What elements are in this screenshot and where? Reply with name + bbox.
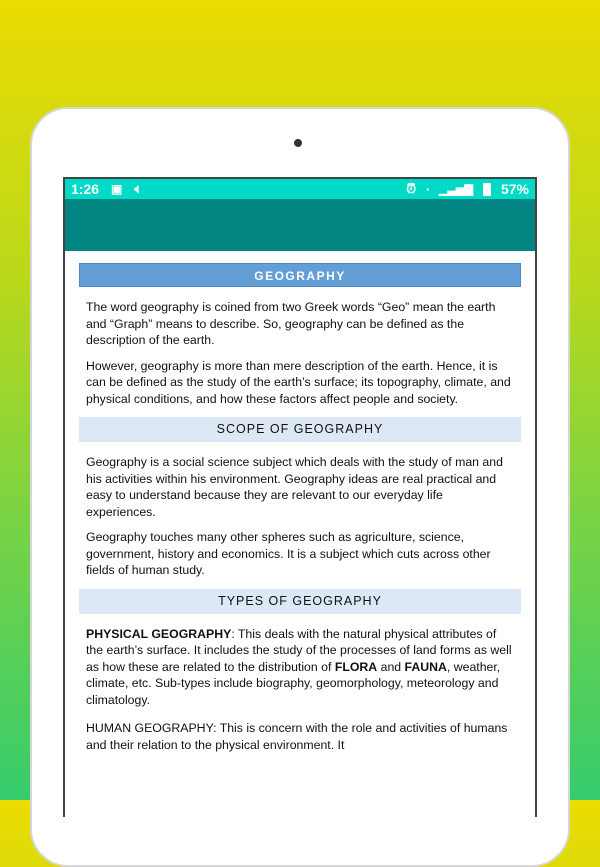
sim-icon: ▪: [426, 184, 430, 194]
app-toolbar: [65, 199, 535, 251]
term: FAUNA: [404, 659, 447, 674]
screenshot-icon: ▣: [111, 182, 123, 196]
term: PHYSICAL GEOGRAPHY: [86, 626, 232, 641]
section-heading: GEOGRAPHY: [79, 263, 521, 287]
text: , weather, climate, etc. Sub-types include biography, geomorphology, meteorology and climatology.: [86, 659, 501, 707]
article-content[interactable]: [65, 251, 535, 753]
section-heading: SCOPE OF GEOGRAPHY: [79, 417, 521, 442]
battery-level: 57%: [500, 181, 529, 197]
paragraph: The word geography is coined from two Greek words “Geo” mean the earth and “Graph” means to describe. So, geography can be defined as the description of the earth.: [86, 300, 496, 347]
volume-icon: 🔈︎: [134, 181, 143, 196]
paragraph: However, geography is more than mere description of the earth. Hence, it is can be defined as the study of the earth’s surface; its topography, climate, and physical conditions, and how these factors affect people and society.: [86, 358, 511, 406]
text: and: [377, 659, 405, 674]
term: FLORA: [334, 659, 378, 674]
paragraph: Geography touches many other spheres such as agriculture, science, government, history and economics. It is a subject which cuts across other fields of human study.: [86, 530, 491, 577]
clock: 1:26: [71, 181, 100, 197]
camera: [294, 139, 302, 147]
section-heading: TYPES OF GEOGRAPHY: [79, 589, 521, 614]
physical-geography-paragraph: [79, 626, 521, 709]
screen: [63, 177, 537, 817]
human-geography-paragraph: HUMAN GEOGRAPHY: This is concern with the role and activities of humans and their relation to the physical environment. It: [86, 721, 508, 752]
paragraph: Geography is a social science subject which deals with the study of man and his activities within his environment. Geography ideas are real practical and easy to understand because they are relevant to our everyday life experiences.: [86, 455, 503, 519]
signal-icon: ▁▃▅▇: [439, 183, 473, 196]
alarm-icon: ⏰︎: [406, 181, 417, 196]
text: : This deals with the natural physical attributes of the earth’s surface. It includes the study of the processes of land forms as well as how these are related to the distribution of: [86, 626, 512, 674]
status-bar: [65, 179, 535, 199]
battery-icon: [483, 183, 491, 196]
